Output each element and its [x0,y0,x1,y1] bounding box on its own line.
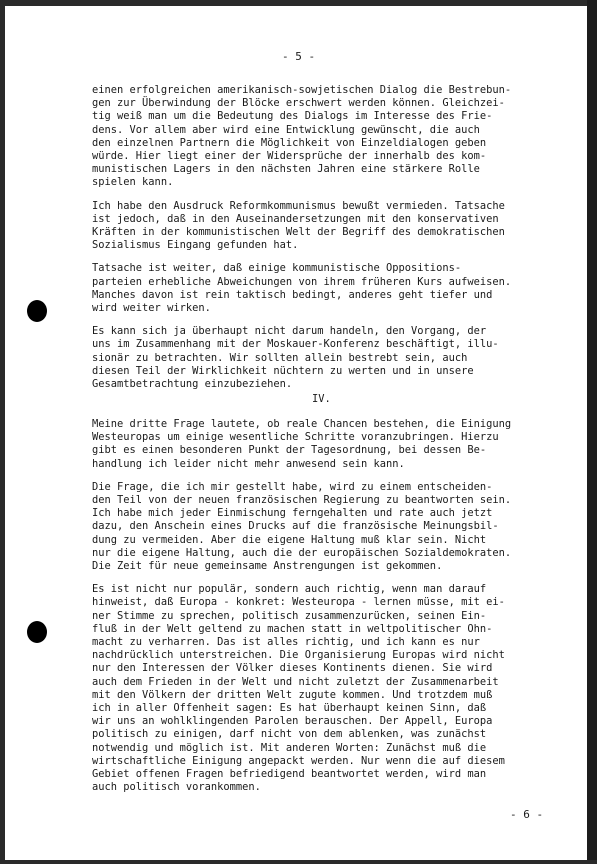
text-line: den einzelnen Partnern die Möglichkeit von Einzeldialogen geben [92,136,487,149]
text-line: tig weiß man um die Bedeutung des Dialogs im Interesse des Frie- [92,110,493,123]
paragraph [92,262,562,315]
text-line: notwendig und möglich ist. Mit anderen Worten: Zunächst muß die [92,741,487,754]
body-text-upper [92,84,562,401]
text-line: Es ist nicht nur populär, sondern auch richtig, wenn man darauf [92,583,487,596]
scan-border-left [0,0,5,864]
text-line: ich in aller Offenheit sagen: Es hat überhaupt keinen Sinn, daß [92,702,487,715]
paragraph [92,583,562,794]
page-number: - 5 - [282,50,316,63]
text-line: fluß in der Welt geltend zu machen statt in weltpolitischer Ohn- [92,622,493,635]
text-line: gibt es einen besonderen Punkt der Tagesordnung, bei dessen Be- [92,444,487,457]
text-line: Westeuropas um einige wesentliche Schritte voranzubringen. Hierzu [92,431,499,444]
text-line: sionär zu betrachten. Wir sollten allein bestrebt sein, auch [92,351,468,364]
text-line: Es kann sich ja überhaupt nicht darum handeln, den Vorgang, der [92,325,487,338]
text-line: dens. Vor allem aber wird eine Entwicklung gewünscht, die auch [92,123,480,136]
text-line: munistischen Lagers in den nächsten Jahren eine stärkere Rolle [92,163,480,176]
text-line: diesen Teil der Wirklichkeit nüchtern zu werten und in unsere [92,364,474,377]
text-line: uns im Zusammenhang mit der Moskauer-Konferenz beschäftigt, illu- [92,338,499,351]
text-line: Ich habe den Ausdruck Reformkommunismus bewußt vermieden. Tatsache [92,199,505,212]
paragraph [92,200,562,253]
text-line: wird weiter wirken. [92,302,211,315]
text-line: wirtschaftliche Einigung angepackt werden. Nur wenn die auf diesem [92,754,505,767]
text-line: auch dem Frieden in der Welt und nicht zuletzt der Zusammenarbeit [92,675,499,688]
text-line: dazu, den Anschein eines Drucks auf die französische Meinungsbil- [92,520,499,533]
text-line: Kräften in der kommunistischen Welt der Begriff des demokratischen [92,226,505,239]
paragraph [92,84,562,190]
text-line: nur den Interessen der Völker dieses Kontinents dienen. Sie wird [92,662,493,675]
body-text-lower [92,418,562,804]
punch-hole [27,300,47,322]
text-line: Meine dritte Frage lautete, ob reale Chancen bestehen, die Einigung [92,418,512,430]
next-page-marker: - 6 - [510,808,544,821]
text-line: hinweist, daß Europa - konkret: Westeuropa - lernen müsse, mit ei- [92,596,505,609]
text-line: den Teil von der neuen französischen Regierung zu beantworten sein. [92,494,512,507]
text-line: macht zu verharren. Das ist alles richtig, und ich kann es nur [92,636,480,649]
paragraph [92,481,562,573]
text-line: gen zur Überwindung der Blöcke erschwert werden können. Gleichzei- [92,97,505,110]
text-line: Gebiet offenen Fragen befriedigend beantwortet werden, wird man [92,768,487,781]
text-line: nachdrücklich unterstreichen. Die Organisierung Europas wird nicht [92,649,505,662]
text-line: auch politisch vorankommen. [92,781,261,794]
text-line: nur die eigene Haltung, auch die der europäischen Sozialdemokraten. [92,546,512,559]
paragraph [92,325,562,391]
text-line: dung zu vermeiden. Aber die eigene Haltung muß klar sein. Nicht [92,533,487,546]
text-line: Die Frage, die ich mir gestellt habe, wird zu einem entscheiden- [92,480,493,493]
text-line: spielen kann. [92,176,174,189]
text-line: politisch zu einigen, darf nicht von dem ablenken, was zunächst [92,728,487,741]
text-line: Tatsache ist weiter, daß einige kommunistische Oppositions- [92,262,462,275]
text-line: wir uns an wohlklingenden Parolen berauschen. Der Appell, Europa [92,715,493,728]
text-line: Die Zeit für neue gemeinsame Anstrengungen ist gekommen. [92,560,443,573]
text-line: handlung ich leider nicht mehr anwesend sein kann. [92,457,405,470]
scan-border-right [587,0,597,864]
paragraph [92,418,562,471]
text-line: Ich habe mich jeder Einmischung ferngehalten und rate auch jetzt [92,507,493,520]
text-line: einen erfolgreichen amerikanisch-sowjetischen Dialog die Bestrebun- [92,84,512,96]
text-line: Sozialismus Eingang gefunden hat. [92,239,299,252]
text-line: würde. Hier liegt einer der Widersprüche der innerhalb des kom- [92,150,487,163]
text-line: parteien erhebliche Abweichungen von ihrem früheren Kurs aufweisen. [92,275,512,288]
scan-border-top [0,0,597,6]
text-line: mit den Völkern der dritten Welt zugute kommen. Und trotzdem muß [92,688,493,701]
text-line: Manches davon ist rein taktisch bedingt, anderes geht tiefer und [92,288,493,301]
scan-border-bottom [0,860,597,864]
punch-hole [27,621,47,643]
text-line: Gesamtbetrachtung einzubeziehen. [92,378,293,391]
section-heading: IV. [312,393,331,405]
text-line: ist jedoch, daß in den Auseinandersetzungen mit den konservativen [92,212,499,225]
text-line: ner Stimme zu sprechen, politisch zusammenzurücken, seinen Ein- [92,609,487,622]
